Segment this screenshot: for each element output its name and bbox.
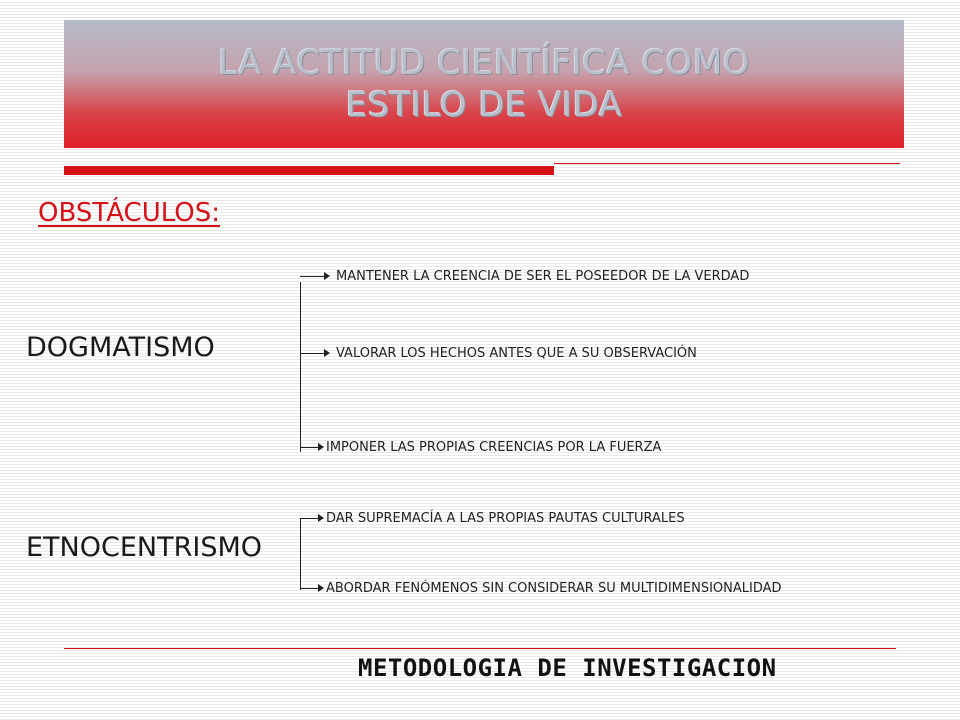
footer-rule <box>64 648 896 649</box>
section-heading: OBSTÁCULOS: <box>38 198 221 228</box>
obstacle-item: IMPONER LAS PROPIAS CREENCIAS POR LA FUERZA <box>326 439 662 455</box>
footer-text: METODOLOGIA DE INVESTIGACION <box>358 654 777 682</box>
branch-item <box>300 578 782 598</box>
branch-item <box>300 343 697 363</box>
concept-etnocentrismo: ETNOCENTRISMO <box>26 532 263 563</box>
branch-item <box>300 508 685 528</box>
slide-title-line-2: ESTILO DE VIDA <box>345 85 623 125</box>
bracket-line-dogmatismo <box>300 282 301 452</box>
arrow-right-icon <box>318 584 324 592</box>
concept-dogmatismo: DOGMATISMO <box>26 332 215 363</box>
obstacle-item: MANTENER LA CREENCIA DE SER EL POSEEDOR DE LA VERDAD <box>336 268 750 284</box>
branch-item <box>300 266 749 286</box>
obstacle-item: VALORAR LOS HECHOS ANTES QUE A SU OBSERVACIÓN <box>336 345 697 361</box>
arrow-right-icon <box>318 514 324 522</box>
arrow-right-icon <box>318 443 324 451</box>
title-underline-rule <box>554 163 900 164</box>
branch-item <box>300 437 661 457</box>
title-banner <box>64 20 904 148</box>
obstacle-item: ABORDAR FENÓMENOS SIN CONSIDERAR SU MULTIDIMENSIONALIDAD <box>326 580 782 596</box>
obstacle-item: DAR SUPREMACÍA A LAS PROPIAS PAUTAS CULTURALES <box>326 510 685 526</box>
title-underline-bar <box>64 166 554 175</box>
arrow-right-icon <box>324 349 330 357</box>
slide-title-line-1: LA ACTITUD CIENTÍFICA COMO <box>217 43 751 83</box>
arrow-right-icon <box>324 272 330 280</box>
